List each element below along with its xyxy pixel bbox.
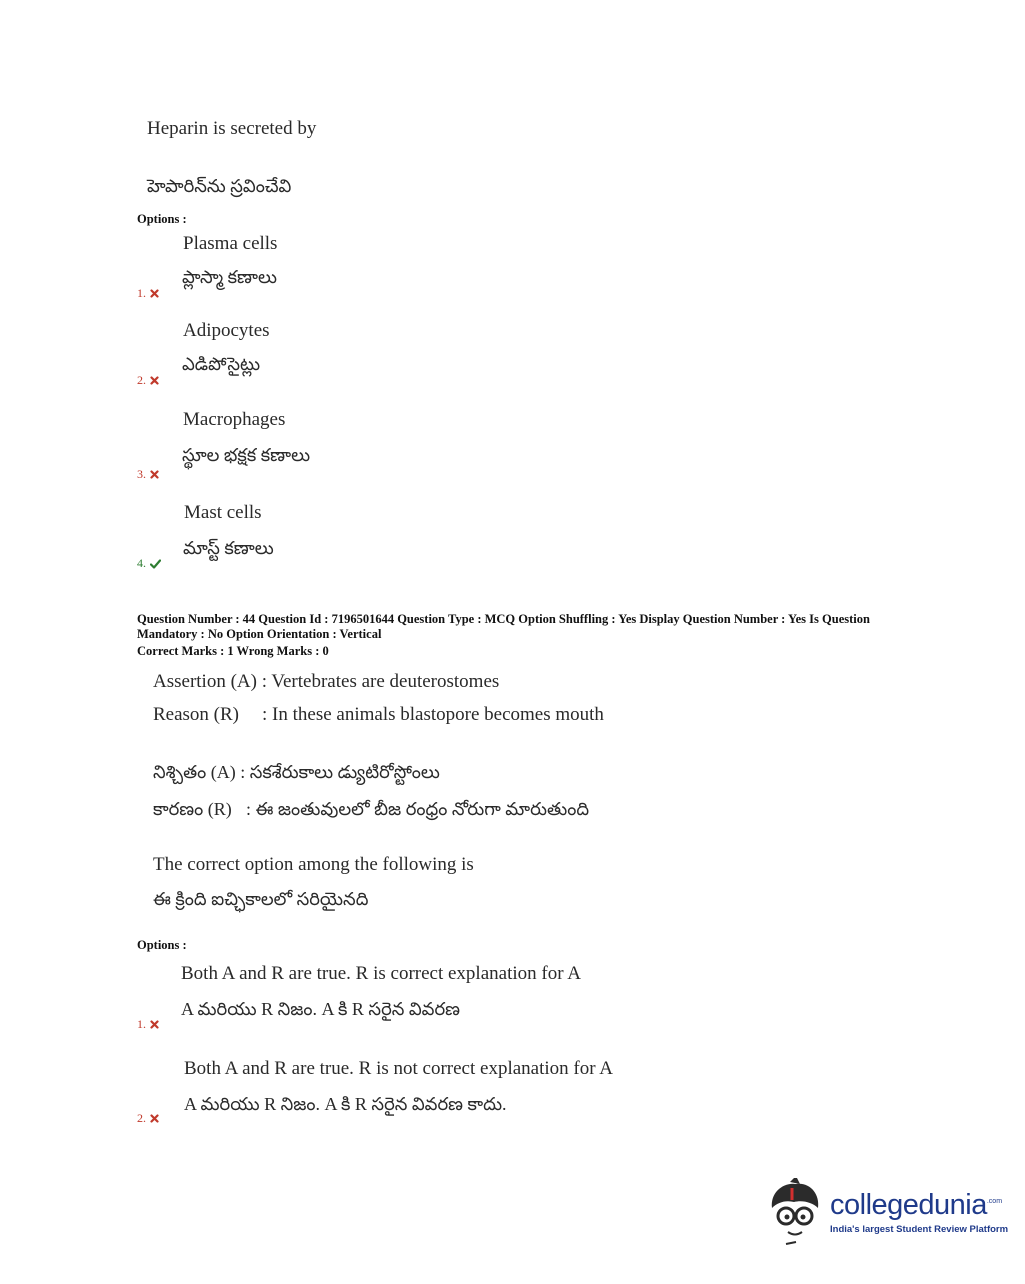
brand-tagline: India's largest Student Review Platform [830, 1224, 1009, 1235]
wrong-cross-icon [150, 289, 159, 298]
option-2-te: ఎడిపోసైట్లు [182, 354, 261, 374]
q44-option-1-te: A మరియు R నిజం. A కి R సరైన వివరణ [181, 999, 461, 1019]
brand-name: collegedunia [830, 1189, 987, 1221]
option-number: 2. [137, 373, 146, 387]
prompt-te: ఈ క్రింది ఐచ్ఛికాలలో సరియైనది [153, 889, 369, 909]
prompt-en: The correct option among the following is [153, 854, 474, 875]
assertion-te: నిశ్చితం (A) : సకశేరుకాలు డ్యుటిరోస్టోంలు [153, 762, 440, 782]
reason-label-en: Reason (R) [153, 704, 240, 725]
wrong-cross-icon [150, 470, 159, 479]
assertion-en: Assertion (A) : Vertebrates are deuterostomes [153, 671, 500, 692]
correct-check-icon [150, 559, 161, 569]
option-number: 2. [137, 1111, 146, 1125]
q44-option-1-marker [137, 1017, 159, 1032]
option-1-en: Plasma cells [183, 233, 278, 254]
option-1-te: ప్లాస్మా కణాలు [182, 267, 277, 287]
wrong-cross-icon [150, 376, 159, 385]
reason-text-en: : In these animals blastopore becomes mouth [262, 704, 604, 725]
question-meta-line-1: Question Number : 44 Question Id : 7196501644 Question Type : MCQ Option Shuffling : Yes Display Question Number : Yes Is Question [137, 612, 870, 626]
question-text-te: హెపారిన్‌ను స్రవించేవి [147, 176, 292, 196]
brand-logo [766, 1178, 1008, 1246]
option-2-en: Adipocytes [183, 320, 270, 341]
option-4-te: మాస్ట్ కణాలు [183, 538, 274, 558]
reason-text-te: : ఈ జంతువులలో బీజ రంధ్రం నోరుగా మారుతుంది [246, 799, 590, 819]
option-4-marker [137, 556, 161, 571]
reason-label-te: కారణం (R) [153, 799, 232, 819]
option-3-marker [137, 467, 159, 482]
question-meta-line-3: Correct Marks : 1 Wrong Marks : 0 [137, 644, 329, 658]
options-label: Options : [137, 212, 187, 226]
wrong-cross-icon [150, 1114, 159, 1123]
option-3-en: Macrophages [183, 409, 286, 430]
q44-option-2-en: Both A and R are true. R is not correct explanation for A [184, 1058, 613, 1079]
q44-option-2-marker [137, 1111, 159, 1126]
question-meta-line-2: Mandatory : No Option Orientation : Vertical [137, 627, 382, 641]
option-2-marker [137, 373, 159, 388]
options-label: Options : [137, 938, 187, 952]
question-text-en: Heparin is secreted by [147, 118, 317, 139]
mascot-icon [766, 1178, 824, 1246]
wrong-cross-icon [150, 1020, 159, 1029]
q44-option-1-en: Both A and R are true. R is correct explanation for A [181, 963, 581, 984]
option-4-en: Mast cells [184, 502, 262, 523]
option-1-marker [137, 286, 159, 301]
q44-option-2-te: A మరియు R నిజం. A కి R సరైన వివరణ కాదు. [184, 1094, 507, 1114]
option-3-te: స్థూల భక్షక కణాలు [182, 445, 311, 465]
option-number: 4. [137, 556, 146, 570]
brand-suffix: .com [986, 1198, 1003, 1205]
option-number: 1. [137, 1017, 146, 1031]
option-number: 1. [137, 286, 146, 300]
option-number: 3. [137, 467, 146, 481]
